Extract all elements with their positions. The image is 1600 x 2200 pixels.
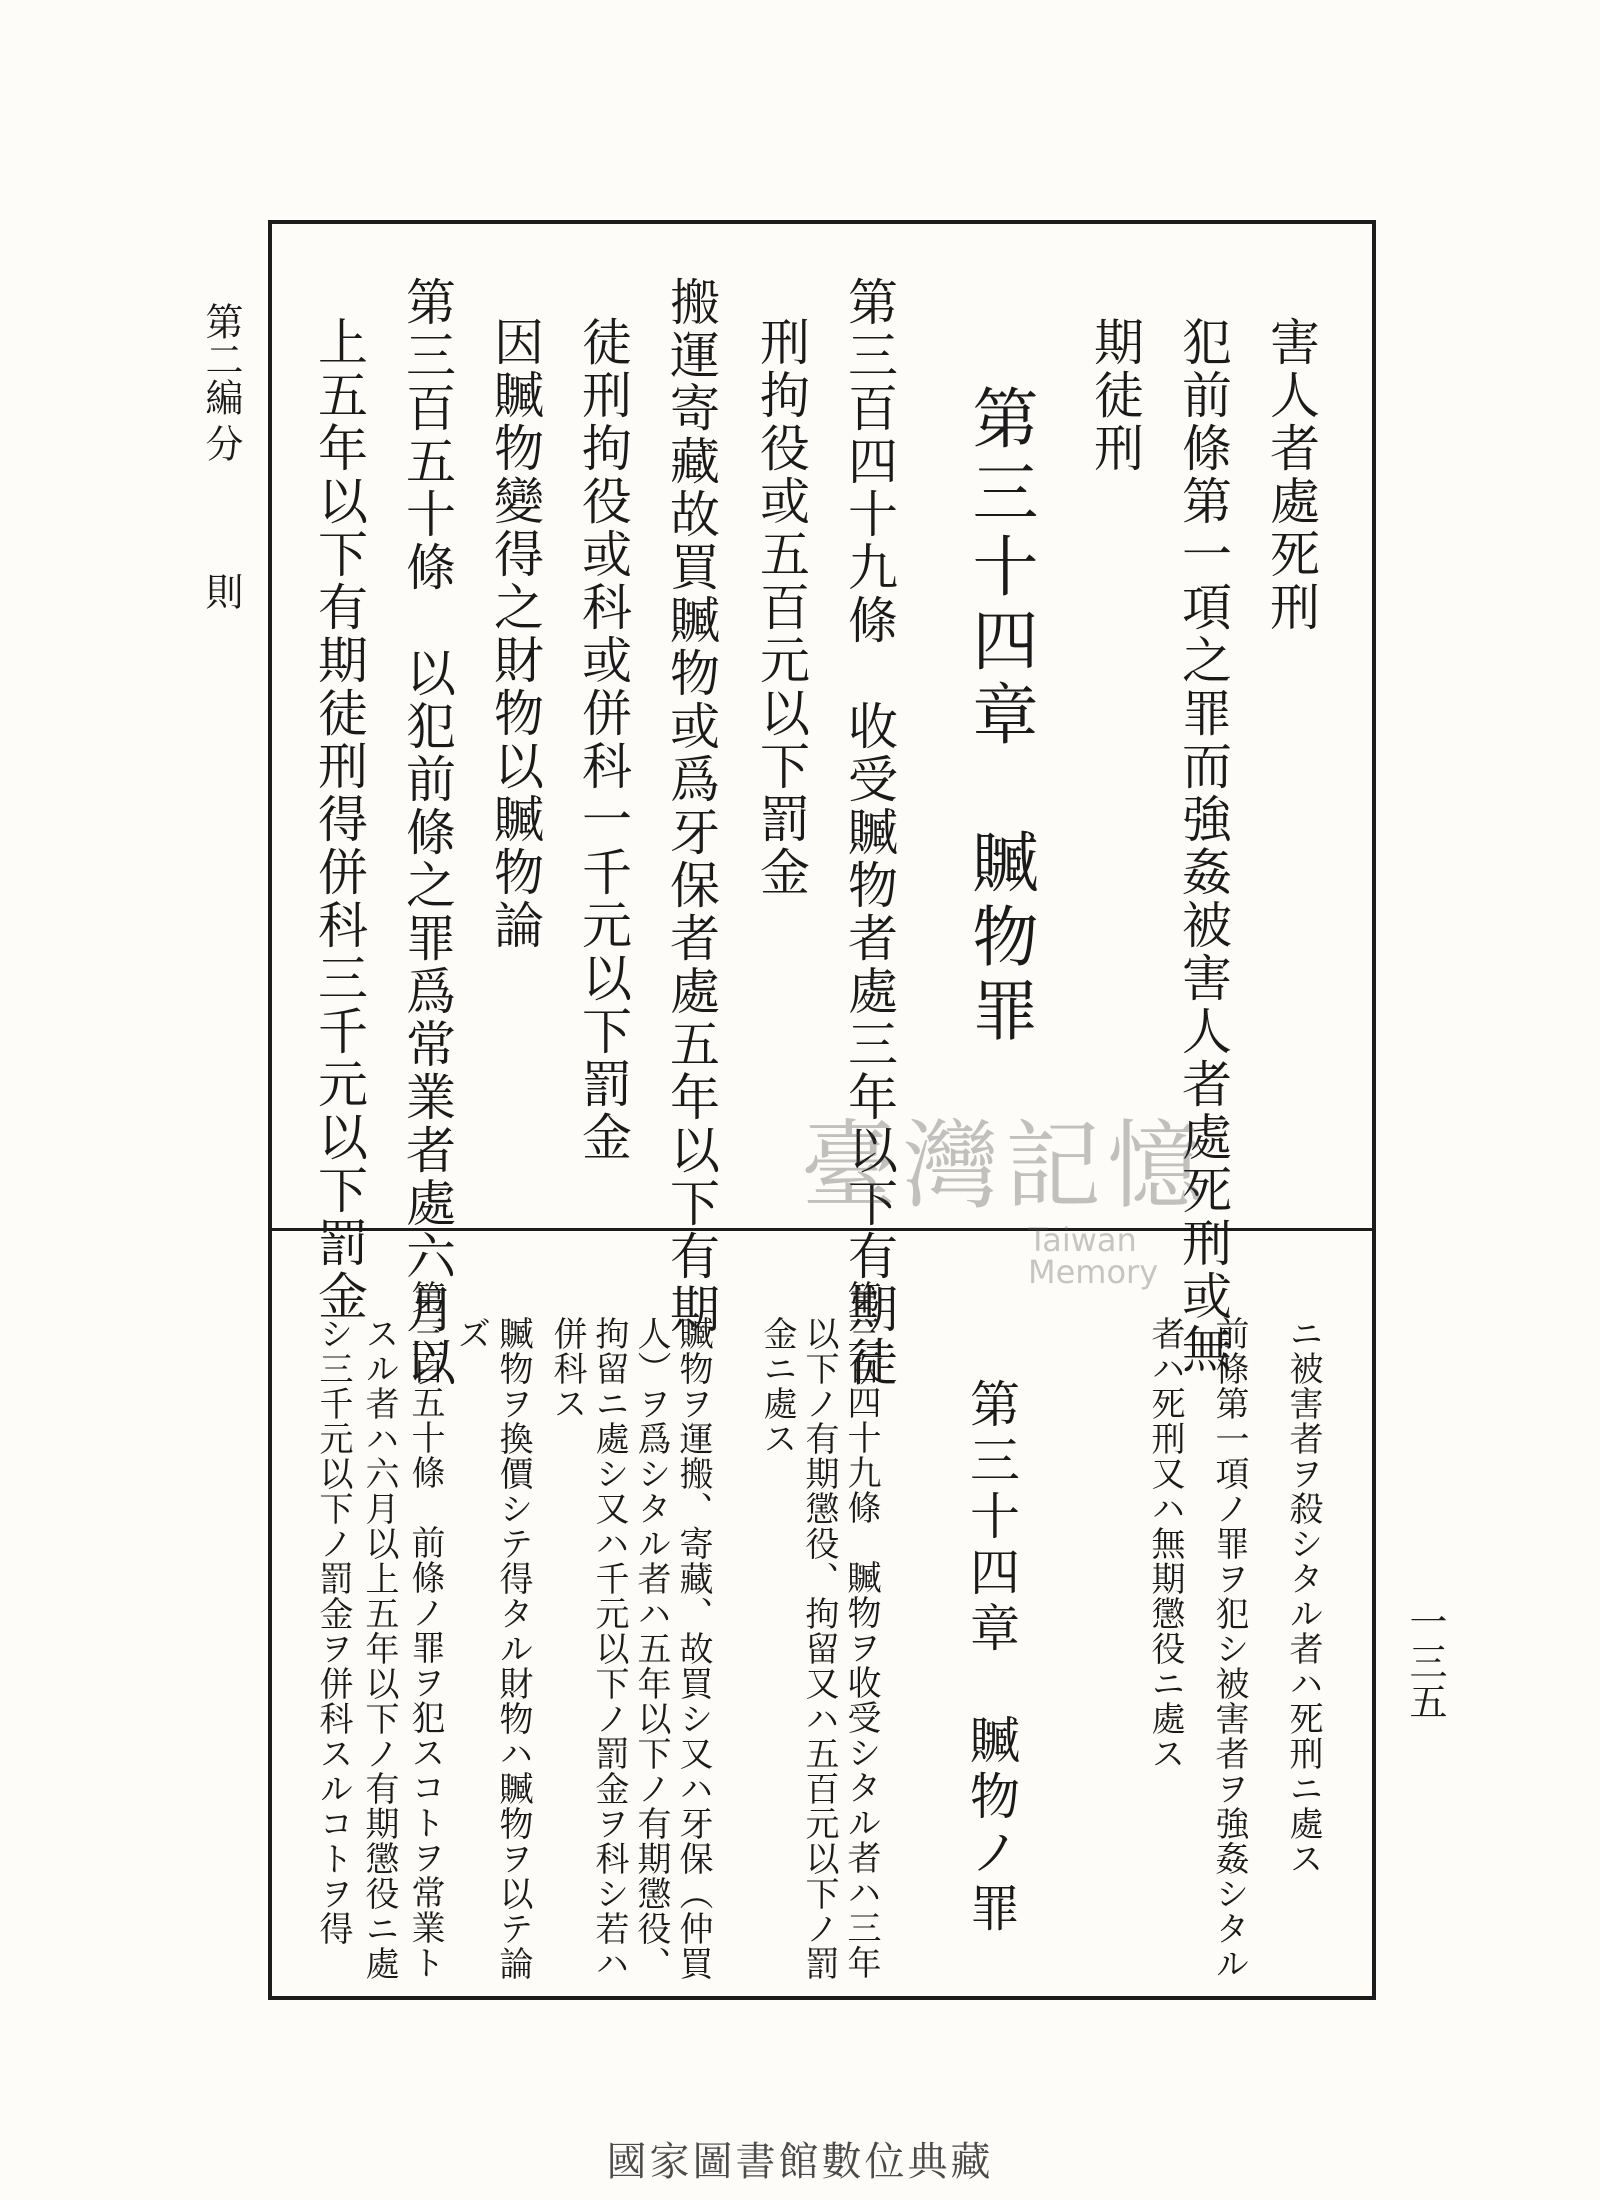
watermark	[770, 1110, 1240, 1291]
chinese-text-column: 徒刑拘役或科或併科一千元以下罰金	[574, 316, 632, 1164]
japanese-text-column: シ三千元以下ノ罰金ヲ併科スルコトヲ得	[313, 1316, 353, 1946]
japanese-text-column: 人）ヲ爲シタル者ハ五年以下ノ有期懲役、	[631, 1316, 671, 1981]
japanese-text-column: 贓物ヲ換價シテ得タル財物ハ贓物ヲ以テ論	[493, 1316, 533, 1981]
japanese-text-column: 第三百四十九條 贓物ヲ收受シタル者ハ三年	[841, 1280, 881, 1980]
chinese-text-column: 因贓物變得之財物以贓物論	[486, 316, 544, 952]
chinese-text-column: 第三百四十九條 收受贓物者處三年以下有期徒	[840, 276, 898, 1389]
chapter-heading: 第三十四章 贓物罪	[961, 384, 1038, 1050]
japanese-text-column: 併科ス	[547, 1316, 587, 1421]
chinese-text-column: 第三百五十條 以犯前條之罪爲常業者處六月以	[398, 276, 456, 1389]
japanese-text-column: 拘留ニ處シ又ハ千元以下ノ罰金ヲ科シ若ハ	[589, 1316, 629, 1981]
japanese-text-column: 前條第一項ノ罪ヲ犯シ被害者ヲ強姦シタル	[1209, 1316, 1249, 1981]
chapter-heading: 第三十四章 贓物ノ罪	[962, 1378, 1020, 1938]
japanese-text-column: 第三百五十條 前條ノ罪ヲ犯スコトヲ常業ト	[405, 1280, 445, 1980]
chinese-text-column: 刑拘役或五百元以下罰金	[752, 316, 810, 899]
running-head-part: 第二編	[199, 302, 243, 416]
chinese-text-column: 期徒刑	[1086, 316, 1144, 475]
japanese-text-column: ニ被害者ヲ殺シタル者ハ死刑ニ處ス	[1283, 1316, 1323, 1876]
watermark-logo: 臺灣記憶	[801, 1110, 1209, 1222]
chinese-text-column: 犯前條第一項之罪而強姦被害人者處死刑或無	[1174, 316, 1232, 1376]
chinese-text-column: 搬運寄藏故買贓物或爲牙保者處五年以下有期	[662, 276, 720, 1336]
japanese-text-column: 者ハ死刑又ハ無期懲役ニ處ス	[1145, 1316, 1185, 1771]
japanese-text-column: 贓物ヲ運搬、寄藏、故買シ又ハ牙保（仲買	[673, 1316, 713, 1981]
running-head-section: 分	[199, 424, 243, 462]
japanese-text-column: スル者ハ六月以上五年以下ノ有期懲役ニ處	[359, 1316, 399, 1981]
running-head-title: 則	[199, 572, 243, 610]
page-number: 一三五	[1403, 1602, 1447, 1722]
chinese-text-column: 上五年以下有期徒刑得併科三千元以下罰金	[310, 316, 368, 1323]
japanese-text-column: 金ニ處ス	[757, 1316, 797, 1456]
japanese-text-column: ズ	[451, 1316, 491, 1351]
watermark-subtitle: Taiwan Memory	[1028, 1221, 1159, 1291]
footer-credit: 國家圖書館數位典藏	[606, 2139, 994, 2185]
chinese-text-column: 害人者處死刑	[1262, 316, 1320, 634]
japanese-text-column: 以下ノ有期懲役、拘留又ハ五百元以下ノ罰	[799, 1316, 839, 1981]
